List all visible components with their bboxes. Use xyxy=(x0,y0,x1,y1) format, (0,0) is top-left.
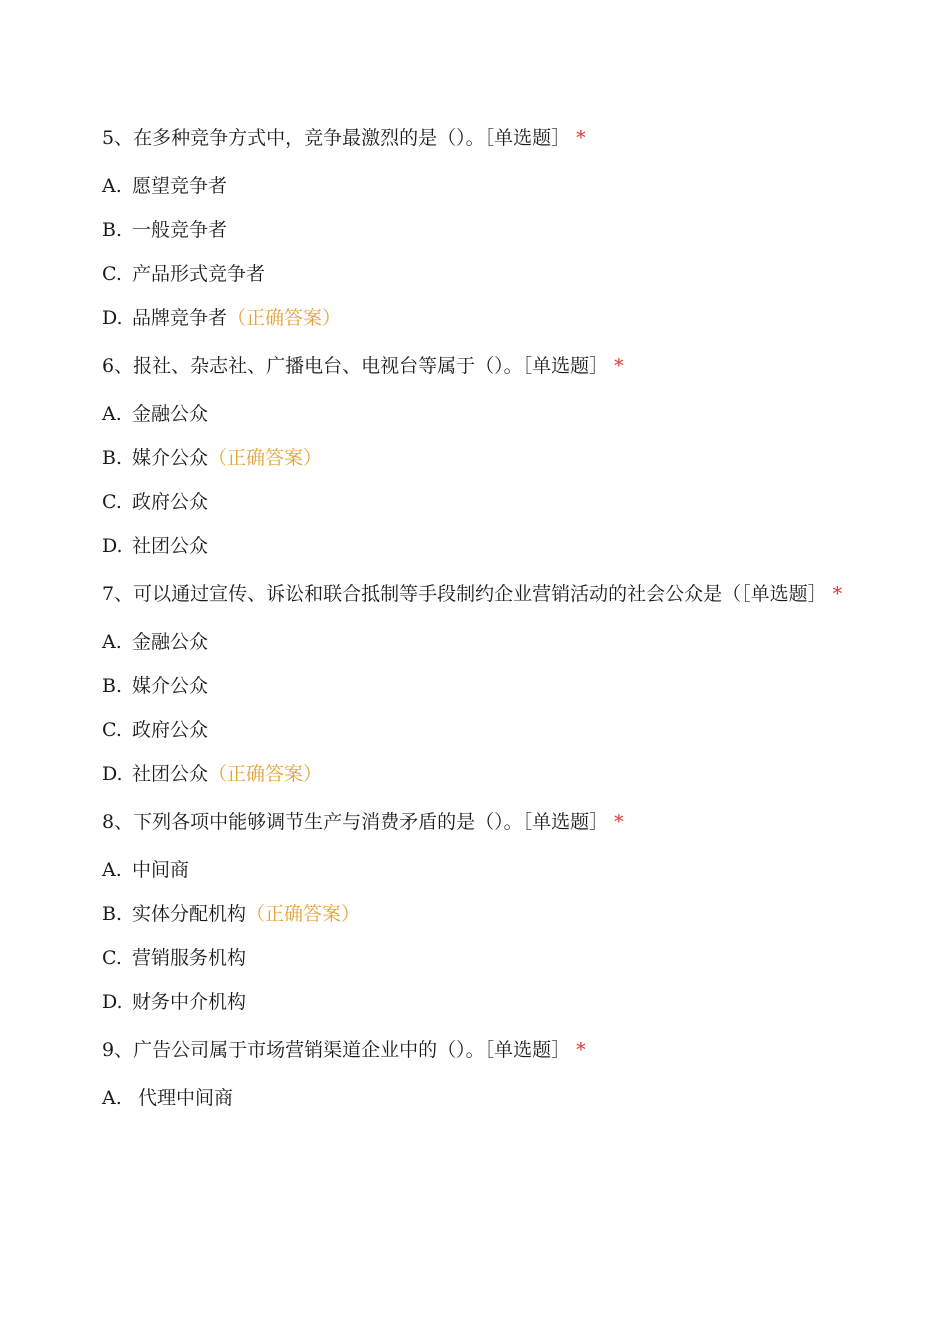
question-title xyxy=(102,1030,862,1071)
option-text: 代理中间商 xyxy=(132,1087,234,1109)
question-spacer xyxy=(102,788,862,802)
option-letter: C. xyxy=(102,263,122,285)
question-spacer xyxy=(102,1016,862,1030)
required-mark: * xyxy=(832,583,843,605)
option-letter: B. xyxy=(102,903,123,925)
option-letter: B. xyxy=(102,219,123,241)
question-block xyxy=(102,118,862,332)
question-title xyxy=(102,802,862,843)
option-text: 媒介公众 xyxy=(132,675,209,697)
option-letter: A. xyxy=(102,1087,122,1109)
option-text: 社团公众 xyxy=(132,535,209,557)
answer-option[interactable] xyxy=(102,532,862,560)
answer-option[interactable] xyxy=(102,304,862,332)
option-text: 产品形式竞争者 xyxy=(132,263,266,285)
option-letter: D. xyxy=(102,535,123,557)
question-spacer xyxy=(102,560,862,574)
option-letter: A. xyxy=(102,859,122,881)
question-spacer xyxy=(102,332,862,346)
correct-answer-label: （正确答案） xyxy=(208,763,323,785)
option-letter: D. xyxy=(102,307,123,329)
question-block xyxy=(102,1030,862,1112)
option-text: 媒介公众 xyxy=(132,447,209,469)
option-text: 品牌竞争者 xyxy=(132,307,228,329)
answer-option[interactable] xyxy=(102,716,862,744)
question-list xyxy=(102,118,862,1112)
question-title xyxy=(102,346,862,387)
correct-answer-label: （正确答案） xyxy=(246,903,361,925)
answer-option[interactable] xyxy=(102,172,862,200)
answer-option[interactable] xyxy=(102,628,862,656)
answer-option[interactable] xyxy=(102,672,862,700)
option-text: 营销服务机构 xyxy=(132,947,247,969)
answer-option[interactable] xyxy=(102,260,862,288)
question-text: 7、可以通过宣传、诉讼和联合抵制等手段制约企业营销活动的社会公众是（［单选题］ xyxy=(102,583,827,605)
option-letter: A. xyxy=(102,175,122,197)
question-block xyxy=(102,574,862,788)
answer-option[interactable] xyxy=(102,444,862,472)
option-letter: A. xyxy=(102,631,122,653)
option-text: 财务中介机构 xyxy=(132,991,247,1013)
required-mark: * xyxy=(614,355,624,377)
answer-option[interactable] xyxy=(102,1084,862,1112)
question-title xyxy=(102,574,862,615)
quiz-page xyxy=(102,118,862,1112)
required-mark: * xyxy=(576,127,586,149)
option-letter: A. xyxy=(102,403,122,425)
option-text: 实体分配机构 xyxy=(132,903,247,925)
option-letter: C. xyxy=(102,719,122,741)
option-text: 政府公众 xyxy=(132,719,209,741)
required-mark: * xyxy=(614,811,624,833)
question-block xyxy=(102,346,862,560)
option-letter: D. xyxy=(102,991,123,1013)
question-title xyxy=(102,118,862,159)
option-letter: B. xyxy=(102,675,123,697)
answer-option[interactable] xyxy=(102,400,862,428)
option-text: 中间商 xyxy=(132,859,190,881)
correct-answer-label: （正确答案） xyxy=(208,447,323,469)
required-mark: * xyxy=(576,1039,586,1061)
option-text: 金融公众 xyxy=(132,403,209,425)
answer-option[interactable] xyxy=(102,216,862,244)
answer-option[interactable] xyxy=(102,760,862,788)
option-text: 金融公众 xyxy=(132,631,209,653)
option-text: 一般竞争者 xyxy=(132,219,228,241)
option-text: 愿望竞争者 xyxy=(132,175,228,197)
answer-option[interactable] xyxy=(102,900,862,928)
answer-option[interactable] xyxy=(102,988,862,1016)
option-letter: C. xyxy=(102,947,122,969)
answer-option[interactable] xyxy=(102,856,862,884)
correct-answer-label: （正确答案） xyxy=(227,307,342,329)
question-text: 6、报社、杂志社、广播电台、电视台等属于（）。［单选题］ xyxy=(102,355,609,377)
option-text: 社团公众 xyxy=(132,763,209,785)
answer-option[interactable] xyxy=(102,944,862,972)
option-letter: B. xyxy=(102,447,123,469)
option-letter: D. xyxy=(102,763,123,785)
question-text: 9、广告公司属于市场营销渠道企业中的（）。［单选题］ xyxy=(102,1039,571,1061)
option-text: 政府公众 xyxy=(132,491,209,513)
question-block xyxy=(102,802,862,1016)
question-text: 5、在多种竞争方式中，竞争最激烈的是（）。［单选题］ xyxy=(102,127,571,149)
option-letter: C. xyxy=(102,491,122,513)
answer-option[interactable] xyxy=(102,488,862,516)
question-text: 8、下列各项中能够调节生产与消费矛盾的是（）。［单选题］ xyxy=(102,811,609,833)
